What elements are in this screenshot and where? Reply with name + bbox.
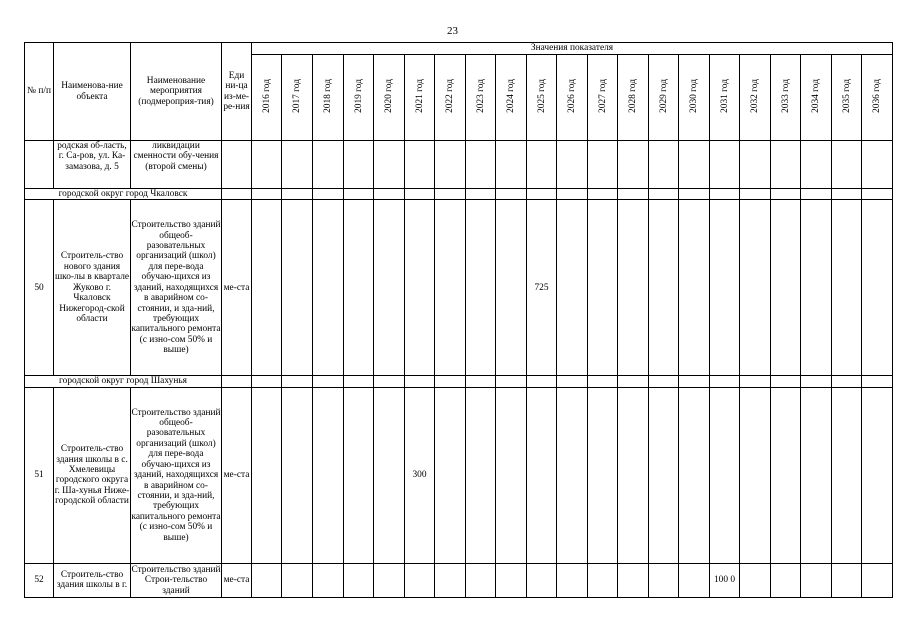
- year-2018: 2018 год: [323, 78, 333, 113]
- row-52-value-2031: 100 0: [710, 563, 740, 597]
- year-2034: 2034 год: [811, 78, 821, 113]
- year-2030: 2030 год: [689, 78, 699, 113]
- row-52-unit: ме-ста: [222, 563, 252, 597]
- year-2029: 2029 год: [658, 78, 669, 113]
- row-50-object: Строитель-ство нового здания шко-лы в квартале Жуково г. Чкаловск Нижегород-ской области: [54, 200, 131, 376]
- table-row-51: [25, 387, 893, 563]
- row-50-event: Строительство зданий общеоб-разовательных организаций (школ) для пере-вода обучаю-щихся из зданий, находящихся в аварийном со-стоянии, и зда-ний, требующих капитального ремонта (с изно-сом 50% и выше): [131, 200, 222, 376]
- year-2031: 2031 год: [719, 78, 730, 113]
- table-row-52: [25, 563, 893, 597]
- table-row-continuation: [25, 141, 893, 189]
- year-2028: 2028 год: [628, 78, 638, 113]
- year-2025: 2025 год: [536, 78, 547, 113]
- year-2035: 2035 год: [841, 78, 852, 113]
- row-51-unit: ме-ста: [222, 387, 252, 563]
- year-2024: 2024 год: [506, 78, 516, 113]
- continuation-object: родская об-ласть, г. Са-ров, ул. Ка-замазова, д. 5: [54, 141, 131, 189]
- row-50-unit: ме-ста: [222, 200, 252, 376]
- header-event: Наименование мероприятия (подмероприя-тия): [131, 43, 222, 141]
- row-50-value-2025: 725: [527, 200, 557, 376]
- row-50-num: 50: [25, 200, 54, 376]
- section-row-shakhunya: [25, 376, 893, 387]
- row-52-event: Строительство зданий Строи-тельство зданий: [131, 564, 221, 596]
- row-51-num: 51: [25, 387, 54, 563]
- year-2019: 2019 год: [353, 78, 364, 113]
- year-2033: 2033 год: [780, 78, 791, 113]
- row-51-event: Строительство зданий общеоб-разовательных организаций (школ) для пере-вода обучаю-щихся из зданий, находящихся в аварийном со-стоянии, и зда-ний, требующих капитального ремонта (с изно-сом 50% и выше): [131, 387, 222, 563]
- year-2021: 2021 год: [414, 78, 425, 113]
- row-51-value-2021: 300: [405, 387, 435, 563]
- page-number: 23: [447, 25, 458, 37]
- year-2032: 2032 год: [750, 78, 760, 113]
- year-2026: 2026 год: [567, 78, 577, 113]
- header-unit: Еди ни-ца из-ме-ре-ния: [222, 43, 252, 141]
- year-2017: 2017 год: [292, 78, 302, 113]
- section-shakhunya: городской округ город Шахунья: [25, 376, 222, 387]
- header-values-title: Значения показателя: [252, 43, 893, 55]
- year-2023: 2023 год: [475, 78, 486, 113]
- table-row-50: [25, 200, 893, 376]
- year-2027: 2027 год: [597, 78, 608, 113]
- section-chkalovsk: городской округ город Чкаловск: [25, 189, 222, 200]
- header-num: № п/п: [25, 43, 54, 141]
- year-2016: 2016 год: [261, 78, 272, 113]
- row-52-num: 52: [25, 563, 54, 597]
- continuation-event: ликвидации сменности обу-чения (второй смены): [131, 141, 222, 189]
- year-2020: 2020 год: [384, 78, 394, 113]
- indicator-table: [24, 42, 893, 598]
- header-object: Наименова-ние объекта: [54, 43, 131, 141]
- row-52-object: Строитель-ство здания школы в г.: [54, 563, 131, 597]
- year-2022: 2022 год: [445, 78, 455, 113]
- year-2036: 2036 год: [872, 78, 882, 113]
- section-row-chkalovsk: [25, 189, 893, 200]
- row-51-object: Строитель-ство здания школы в с. Хмелевицы городского округа г. Ша-хунья Ниже-городской области: [54, 387, 131, 563]
